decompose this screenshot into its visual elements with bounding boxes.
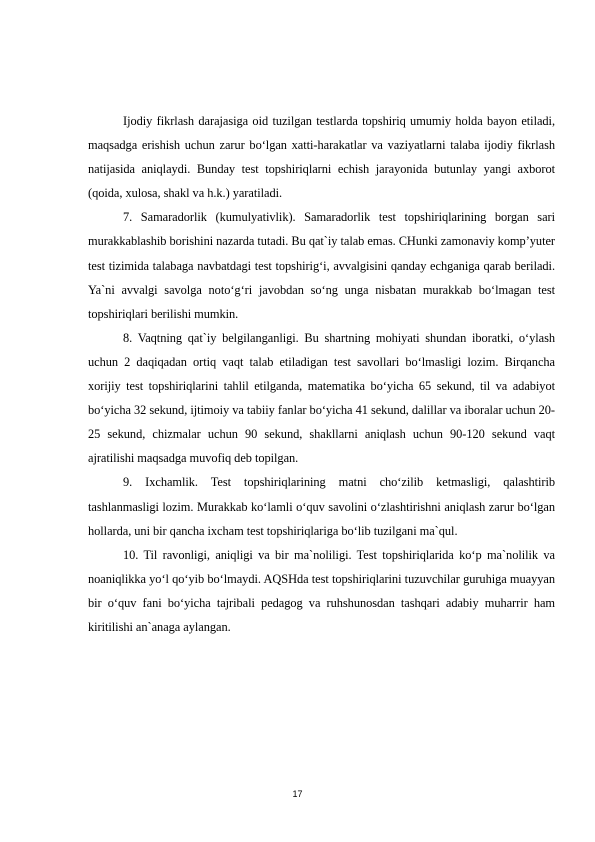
paragraph-creative-thinking: Ijodiy fikrlash darajasiga oid tuzilgan testlarda topshiriq umumiy holda bayon etiladi, maqsadga erishish uchun zarur bo‘lgan xatti-harakatlar va vaziyatlarni talaba ijodiy fikrlash natijasida aniqlaydi. Bunday test topshiriqlarni echish jarayonida butunlay yangi axborot (qoida, xulosa, shakl va h.k.) yaratiladi. xyxy=(88,114,555,201)
page-number: 17 xyxy=(292,789,303,799)
paragraph-language-clarity: 10. Til ravonligi, aniqligi va bir ma`noliligi. Test topshiriqlarida ko‘p ma`nolilik va noaniqlikka yo‘l qo‘yib bo‘lmaydi. AQSHda test topshiriqlarini tuzuvchilar guruhiga muayyan bir o‘quv fani bo‘yicha tajribali pedagog va ruhshunosdan tashqari adabiy muharrir ham kiritilishi an`anaga aylangan. xyxy=(88,547,555,634)
body-text xyxy=(88,109,555,639)
paragraph-cumulativity: 7. Samaradorlik (kumulyativlik). Samaradorlik test topshiriqlarining borgan sari murakkablashib borishini nazarda tutadi. Bu qat`iy talab emas. CHunki zamonaviy komp’yuter test tizimida talabaga navbatdagi test topshirig‘i, avvalgisini qanday echganiga qarab beriladi. Ya`ni avvalgi savolga noto‘g‘ri javobdan so‘ng unga nisbatan murakkab bo‘lmagan test topshiriqlari berilishi mumkin. xyxy=(88,210,555,321)
paragraph-compactness: 9. Ixchamlik. Test topshiriqlarining matni cho‘zilib ketmasligi, qalashtirib tashlanmasligi lozim. Murakkab ko‘lamli o‘quv savolini o‘zlashtirishni aniqlash zarur bo‘lgan hollarda, uni bir qancha ixcham test topshiriqlariga bo‘lib tuzilgani ma`qul. xyxy=(88,475,555,538)
paragraph-time-limit: 8. Vaqtning qat`iy belgilanganligi. Bu shartning mohiyati shundan iboratki, o‘ylash uchun 2 daqiqadan ortiq vaqt talab etiladigan test savollari bo‘lmasligi lozim. Birqancha xorijiy test topshiriqlarini tahlil etilganda, matematika bo‘yicha 65 sekund, til va adabiyot bo‘yicha 32 sekund, ijtimoiy va tabiiy fanlar bo‘yicha 41 sekund, dalillar va iboralar uchun 20-25 sekund, chizmalar uchun 90 sekund, shakllarni aniqlash uchun 90-120 sekund vaqt ajratilishi maqsadga muvofiq deb topilgan. xyxy=(88,330,555,466)
